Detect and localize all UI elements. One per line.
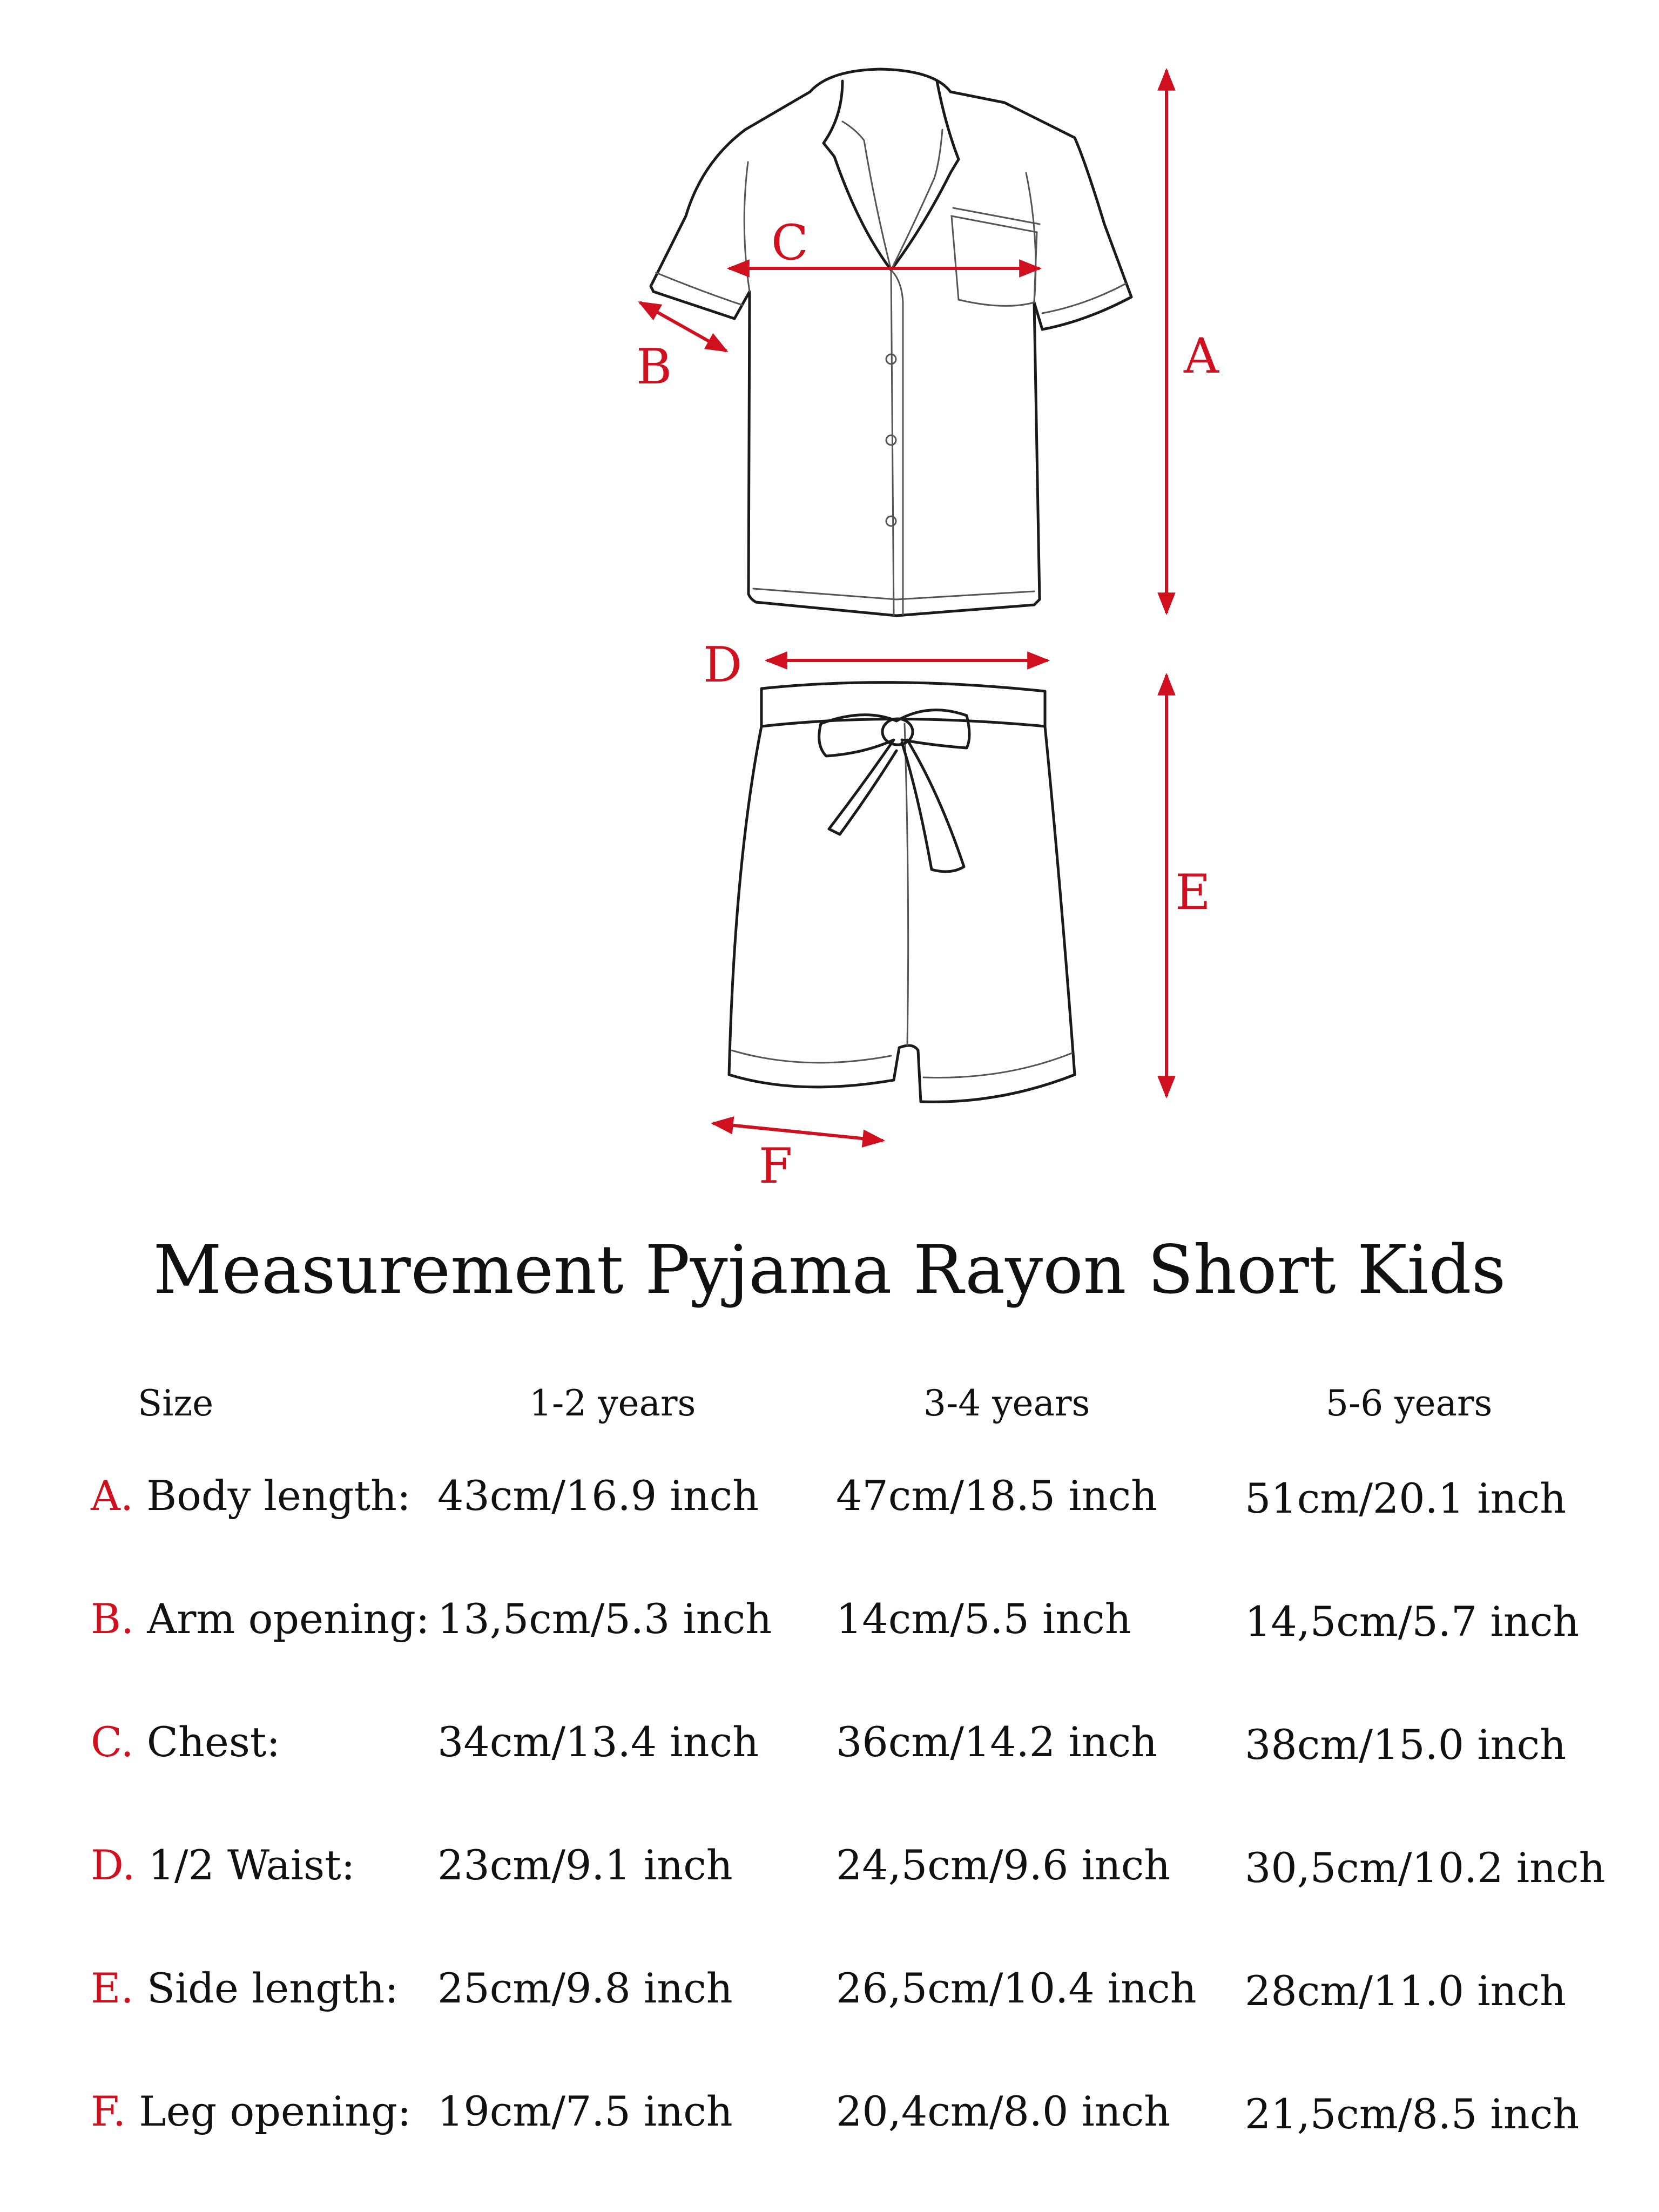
header-5-6-years: 5-6 years bbox=[1326, 1382, 1493, 1424]
row-label: Leg opening: bbox=[139, 2087, 412, 2135]
table-cell: 23cm/9.1 inch bbox=[437, 1841, 733, 1889]
shirt-button bbox=[886, 435, 896, 445]
row-label: Arm opening: bbox=[147, 1595, 430, 1643]
row-label: 1/2 Waist: bbox=[148, 1841, 355, 1889]
table-row bbox=[91, 1964, 399, 2012]
dim-label-b: B bbox=[636, 339, 672, 395]
table-cell: 43cm/16.9 inch bbox=[437, 1472, 759, 1520]
dim-label-a: A bbox=[1184, 328, 1219, 385]
shirt-pocket bbox=[952, 216, 1037, 306]
table-cell: 19cm/7.5 inch bbox=[437, 2087, 733, 2135]
row-label: Body length: bbox=[146, 1472, 411, 1520]
page-title: Measurement Pyjama Rayon Short Kids bbox=[153, 1231, 1506, 1309]
row-letter: E. bbox=[91, 1964, 134, 2012]
shirt-collar bbox=[810, 69, 950, 92]
header-1-2-years: 1-2 years bbox=[529, 1382, 696, 1424]
header-size: Size bbox=[138, 1382, 214, 1424]
shorts-drawing bbox=[729, 683, 1075, 1102]
shorts-body-outline bbox=[729, 726, 1075, 1102]
table-cell: 24,5cm/9.6 inch bbox=[836, 1841, 1171, 1889]
table-row bbox=[91, 1472, 411, 1520]
dim-label-d: D bbox=[703, 637, 743, 693]
shirt-right-lapel bbox=[891, 81, 959, 270]
dim-label-e: E bbox=[1175, 864, 1211, 921]
row-letter: B. bbox=[91, 1595, 134, 1643]
table-cell: 51cm/20.1 inch bbox=[1245, 1474, 1567, 1522]
shirt-left-lapel bbox=[824, 81, 891, 270]
shirt-button bbox=[886, 516, 896, 526]
header-3-4-years: 3-4 years bbox=[923, 1382, 1090, 1424]
table-cell: 47cm/18.5 inch bbox=[836, 1472, 1158, 1520]
table-cell: 34cm/13.4 inch bbox=[437, 1718, 759, 1766]
table-cell: 30,5cm/10.2 inch bbox=[1245, 1844, 1606, 1892]
row-label: Chest: bbox=[146, 1718, 281, 1766]
dim-label-c: C bbox=[771, 214, 808, 271]
table-cell: 26,5cm/10.4 inch bbox=[836, 1964, 1197, 2012]
shorts-bow bbox=[819, 710, 969, 872]
shirt-drawing bbox=[651, 69, 1131, 616]
table-row bbox=[91, 2087, 411, 2135]
row-letter: F. bbox=[91, 2087, 126, 2135]
table-cell: 28cm/11.0 inch bbox=[1245, 1967, 1567, 2015]
table-row bbox=[91, 1841, 355, 1889]
table-cell: 20,4cm/8.0 inch bbox=[836, 2087, 1171, 2135]
row-label: Side length: bbox=[146, 1964, 399, 2012]
dim-line-f bbox=[713, 1123, 883, 1141]
table-cell: 13,5cm/5.3 inch bbox=[437, 1595, 772, 1643]
table-cell: 25cm/9.8 inch bbox=[437, 1964, 733, 2012]
table-cell: 36cm/14.2 inch bbox=[836, 1718, 1158, 1766]
dim-label-f: F bbox=[759, 1138, 793, 1195]
row-letter: D. bbox=[91, 1841, 136, 1889]
table-cell: 14,5cm/5.7 inch bbox=[1245, 1597, 1580, 1645]
table-cell: 21,5cm/8.5 inch bbox=[1245, 2090, 1580, 2138]
table-row bbox=[91, 1595, 429, 1643]
table-cell: 14cm/5.5 inch bbox=[836, 1595, 1131, 1643]
table-row bbox=[91, 1718, 280, 1766]
row-letter: C. bbox=[91, 1718, 134, 1766]
row-letter: A. bbox=[91, 1472, 134, 1520]
table-cell: 38cm/15.0 inch bbox=[1245, 1721, 1567, 1769]
